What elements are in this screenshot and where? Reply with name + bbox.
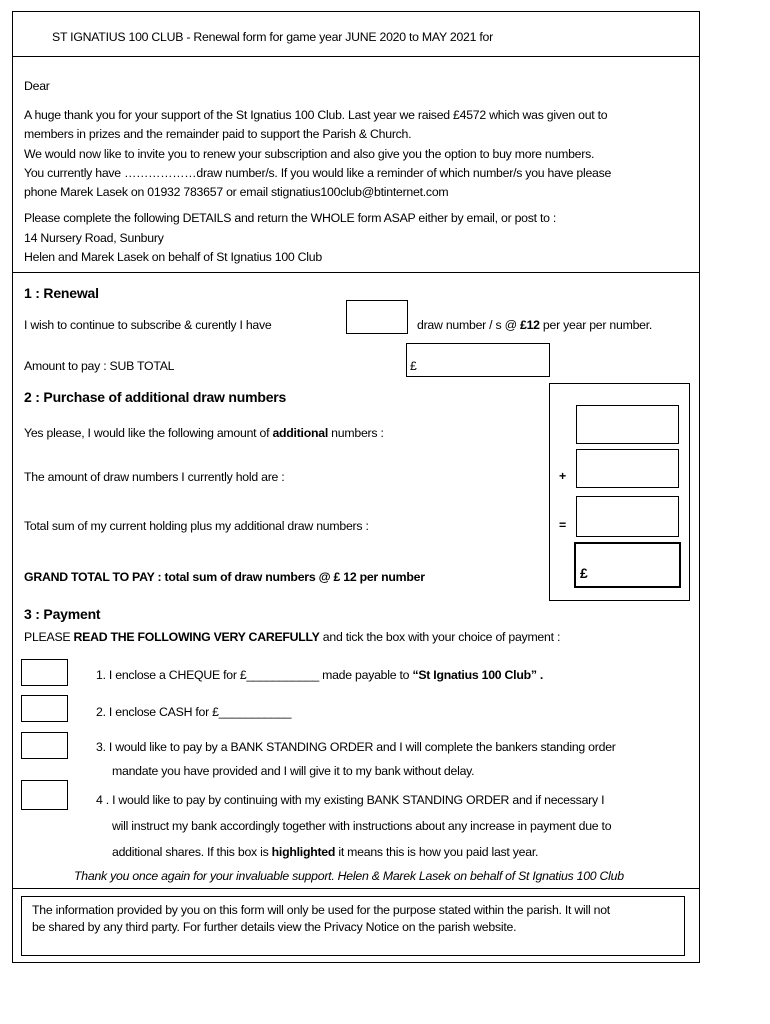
letter-line: phone Marek Lasek on 01932 783657 or email stignatius100club@btinternet.com [24, 185, 449, 199]
form-title: ST IGNATIUS 100 CLUB - Renewal form for game year JUNE 2020 to MAY 2021 for [52, 30, 493, 44]
current-draw-count-input[interactable] [346, 300, 408, 334]
subtotal-input[interactable] [406, 343, 550, 377]
section-payment-heading: 3 : Payment [24, 606, 101, 622]
thanks-note: Thank you once again for your invaluable support. Helen & Marek Lasek on behalf of St Ignatius 100 Club [74, 869, 624, 883]
privacy-line: be shared by any third party. For further details view the Privacy Notice on the parish website. [32, 920, 517, 934]
option-existing-standing-order-line2: will instruct my bank accordingly together with instructions about any increase in payment due to [112, 819, 612, 833]
option-existing-standing-order-line3: additional shares. If this box is highlighted it means this is how you paid last year. [112, 845, 539, 859]
cheque-checkbox[interactable] [21, 659, 68, 686]
option-existing-standing-order-line1: 4 . I would like to pay by continuing with my existing BANK STANDING ORDER and if necessary I [96, 793, 605, 807]
amount-label: Amount to pay : SUB TOTAL [24, 359, 175, 373]
total-sum-input[interactable] [576, 496, 679, 537]
letter-line: We would now like to invite you to renew your subscription and also give you the option to buy more numbers. [24, 147, 595, 161]
current-holding-input[interactable] [576, 449, 679, 488]
letter-line: A huge thank you for your support of the St Ignatius 100 Club. Last year we raised £4572 which was given out to [24, 108, 608, 122]
draw-price-text: draw number / s @ £12 per year per number. [417, 318, 653, 332]
section-renewal-heading: 1 : Renewal [24, 285, 99, 301]
letter-line: You currently have ………………draw number/s. If you would like a reminder of which number/s you have please [24, 166, 612, 180]
letter-divider [12, 272, 700, 273]
option-cash-text: 2. I enclose CASH for £___________ [96, 705, 292, 719]
privacy-line: The information provided by you on this form will only be used for the purpose stated within the parish. It will not [32, 903, 610, 917]
existing-standing-order-checkbox[interactable] [21, 780, 68, 810]
letter-line: Please complete the following DETAILS and return the WHOLE form ASAP either by email, or post to : [24, 211, 557, 225]
subtotal-currency: £ [410, 359, 417, 373]
letter-line: members in prizes and the remainder paid to support the Parish & Church. [24, 127, 412, 141]
current-holding-text: The amount of draw numbers I currently hold are : [24, 470, 285, 484]
option-new-standing-order-line2: mandate you have provided and I will give it to my bank without delay. [112, 764, 475, 778]
option-cheque-text: 1. I enclose a CHEQUE for £___________ made payable to “St Ignatius 100 Club” . [96, 668, 544, 682]
section-additional-heading: 2 : Purchase of additional draw numbers [24, 389, 287, 405]
additional-text: Yes please, I would like the following amount of additional numbers : [24, 426, 384, 440]
cash-checkbox[interactable] [21, 695, 68, 722]
payment-instruction: PLEASE READ THE FOLLOWING VERY CAREFULLY and tick the box with your choice of payment : [24, 630, 561, 644]
plus-sign: + [559, 469, 566, 483]
header-divider [12, 56, 700, 57]
letter-line: Helen and Marek Lasek on behalf of St Ignatius 100 Club [24, 250, 322, 264]
option-new-standing-order-line1: 3. I would like to pay by a BANK STANDING ORDER and I will complete the bankers standing order [96, 740, 616, 754]
grand-total-currency: £ [580, 565, 588, 581]
new-standing-order-checkbox[interactable] [21, 732, 68, 759]
greeting: Dear [24, 79, 50, 93]
subscribe-text: I wish to continue to subscribe & curently I have [24, 318, 272, 332]
grand-total-input[interactable] [574, 542, 681, 588]
privacy-divider [12, 888, 700, 889]
additional-numbers-input[interactable] [576, 405, 679, 444]
grand-total-text: GRAND TOTAL TO PAY : total sum of draw numbers @ £ 12 per number [24, 570, 425, 584]
letter-line: 14 Nursery Road, Sunbury [24, 231, 164, 245]
equals-sign: = [559, 518, 566, 532]
total-sum-text: Total sum of my current holding plus my additional draw numbers : [24, 519, 369, 533]
